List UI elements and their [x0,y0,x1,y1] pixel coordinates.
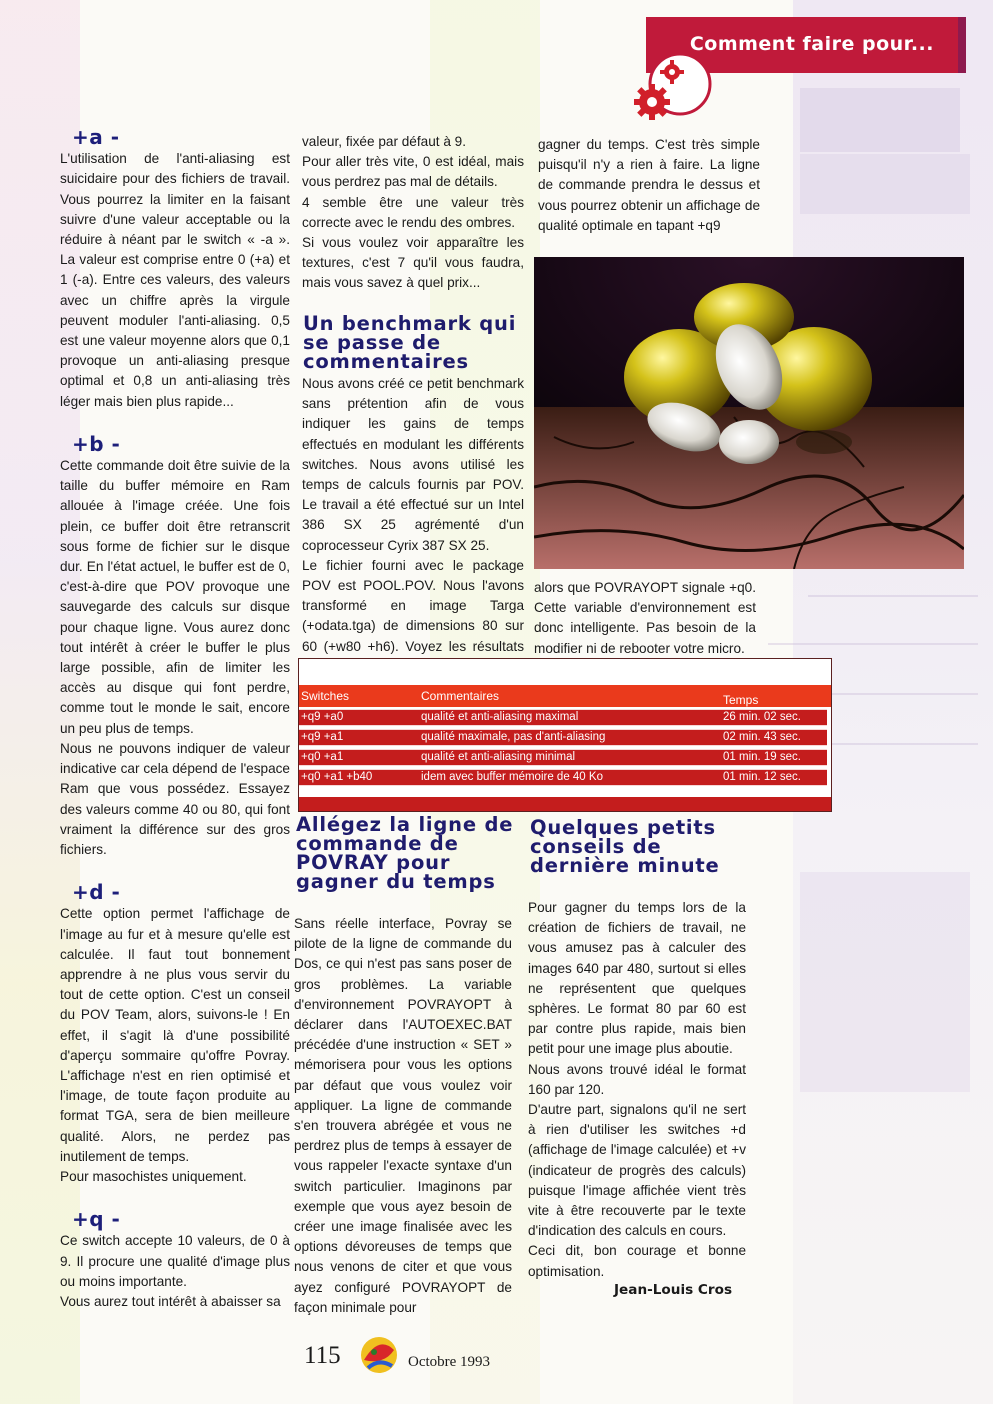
table-row [299,729,827,746]
switch-heading-q: +q - [72,1207,121,1232]
paragraph: Le fichier fourni avec le package POV est POOL.POV. Nous l'avons transformé en image Targa (+odata.tga) de dimensions 80 sur 60 (+w80 +h6). Voyez les résultats [302,557,524,654]
paragraph: Nous avons créé ce petit benchmark sans prétention afin de vous indiquer les gains de temps effectués en modulant les différents switches. Nous avons utilisé les temps de calculs fournis par POV. Le travail a été effectué sur un Intel 386 SX 25 agrémenté d'un coprocesseur Cyrix 387 SX 25. [302,376,524,553]
paragraph: Vous aurez tout intérêt à abaisser sa [60,1293,281,1309]
paragraph: Ce switch accepte 10 valeurs, de 0 à 9. Il procure une qualité d'image plus ou moins importante. [60,1233,290,1289]
paragraph: L'utilisation de l'anti-aliasing est suicidaire pour des fichiers de travail. Vous pourrez la limiter en la faisant suivre d'une valeur acceptable ou la réduire à néant par le switch « -a ». La valeur est comprise entre 0 (+a) et 1 (-a). Entre ces valeurs, des valeurs avec un chiffre après la virgule peuvent moduler l'anti-aliasing. 0,5 est une valeur moyenne alors que 0,1 provoque un anti-aliasing presque optimal et 0,8 un anti-aliasing très léger mais bien plus rapide... [60,151,290,409]
table-cell: +q0 +a1 [301,751,344,763]
paragraph: Nous ne pouvons indiquer de valeur indicative car cela dépend de l'espace Ram que vous possédez. Essayez des valeurs comme 40 ou 80, qui font vraiment la différence sur des gros fichiers. [60,740,290,857]
gear-icon [628,50,718,130]
table-header-switches: Switches [301,689,350,703]
benchmark-text [302,374,524,677]
paragraph: 4 semble être une valeur très correcte avec le rendu des ombres. [302,194,524,230]
paragraph: Pour aller très vite, 0 est idéal, mais vous perdrez pas mal de détails. [302,154,524,190]
switch-heading-d: +d - [72,880,121,905]
table-row [299,749,827,766]
table-cell: idem avec buffer mémoire de 40 Ko [421,771,603,783]
benchmark-table [298,658,832,812]
article-column-2 [302,132,524,294]
table-cell: +q0 +a1 +b40 [301,771,373,783]
author-signature: Jean-Louis Cros [614,1282,733,1298]
switch-heading-b: +b - [72,431,121,456]
paragraph: alors que POVRAYOPT signale +q0. Cette variable d'environnement est donc intelligente. Pas besoin de la modifier ni de rebooter votre micro. [534,580,756,656]
raytraced-illustration [534,257,964,569]
table-cell: qualité et anti-aliasing maximal [421,711,579,723]
article-column-3 [538,135,760,236]
paragraph: Cette commande doit être suivie de la taille du buffer mémoire en Ram allouée à l'image créée. Une fois plein, ce buffer doit être retranscrit sous forme de fichier sur le disque dur. En l'état actuel, le buffer est de 0, c'est-à-dire que POV provoque une sauvegarde des calculs sur disque pour chaque ligne. Vous aurez donc tout intérêt à créer le buffer le plus large possible, afin de limiter les accès au disque qui font perdre, comme tout le monde le sait, encore un peu plus de temps. [60,458,290,736]
table-cell: +q9 +a0 [301,711,344,723]
table-cell: 26 min. 02 sec. [723,711,801,723]
table-footer-bar [299,797,831,811]
switch-heading-a: +a - [72,125,120,149]
table-row [299,709,827,726]
povrayopt-heading: Allégez la ligne de commande de POVRAY pour gagner du temps [296,813,514,893]
table-cell: 02 min. 43 sec. [723,731,801,743]
table-cell: 01 min. 19 sec. [723,751,801,763]
paragraph: Si vous voulez voir apparaître les textures, c'est 7 qu'il vous faudra, mais vous savez à quel prix... [302,235,524,291]
article-column-1 [60,127,290,1312]
paragraph: Sans réelle interface, Povray se pilote de la ligne de commande du Dos, ce qui n'est pas sans poser de gros problèmes. La variable d'environnement POVRAYOPT à déclarer dans l'AUTOEXEC.BAT précédée d'une instruction « SET » mémorisera pour vous les options par défaut que vous voulez voir appliquer. La ligne de commande s'en trouvera abrégée et vous ne perdrez plus de temps à essayer de vous rappeler l'exacte syntaxe d'un switch particulier. Imaginons par exemple que vous ayez besoin de créer une image finalisée avec les options dévoreuses de temps que nous venons de citer et que vous ayez configuré POVRAYOPT de façon minimale pour [294,916,512,1315]
magazine-logo-icon [354,1330,404,1380]
showthrough-block [800,872,970,1092]
paragraph: Nous avons trouvé idéal le format 160 par 120. [528,1061,746,1097]
paragraph: D'autre part, signalons qu'il ne sert à rien d'utiliser les switches +d (affichage de l'image calculée) et +v (indicateur de progrès des calculs) puisque l'image affichée vient très vite à être recouverte par le texte d'indication des calculs en cours. [528,1102,746,1239]
issue-date: Octobre 1993 [408,1354,491,1370]
table-cell: qualité et anti-aliasing minimal [421,751,576,763]
article-column-5 [528,898,746,1282]
page-number: 115 [304,1342,341,1369]
table-cell: qualité maximale, pas d'anti-aliasing [421,731,606,743]
paragraph: Pour gagner du temps lors de la création de fichiers de travail, ne vous amusez pas à calculer des images 640 par 480, surtout si elles ne représentent que quelques sphères. Le format 80 par 60 est par contre plus rapide, mais bien petit pour une image plus aboutie. [528,900,746,1057]
table-header-comments: Commentaires [421,689,500,703]
table-cell: 01 min. 12 sec. [723,771,801,783]
paragraph: valeur, fixée par défaut à 9. [302,134,466,149]
table-cell: +q9 +a1 [301,731,344,743]
paragraph: Cette option permet l'affichage de l'image au fur et à mesure qu'elle est calculée. Il faut tout bonnement apprendre à ne plus vous servir du tout de cette option. C'est un conseil du POV Team, alors, suivons-le ! En effet, il s'agit là d'une possibilité d'aperçu sommaire qu'offre Povray. L'affichage n'est en rien optimisé et l'image, de toute façon produite au format TGA, sera de bien meilleure qualité. Alors, ne perdez pas inutilement de temps. [60,906,290,1164]
paragraph: Pour masochistes uniquement. [60,1168,247,1184]
paragraph: gagner du temps. C'est très simple puisqu'il n'y a rien à faire. La ligne de commande prendra le dessus et vous pourrez obtenir un affichage de qualité optimale en tapant +q9 [538,137,760,233]
article-column-4 [294,914,512,1318]
showthrough-block [800,154,970,214]
table-row [299,769,827,786]
section-title: Comment faire pour... [689,33,934,55]
showthrough-block [800,88,960,152]
article-column-3-continued [534,578,756,659]
tips-heading: Quelques petits conseils de dernière minute [530,816,720,877]
table-header [299,685,831,707]
paragraph: Ceci dit, bon courage et bonne optimisation. [528,1243,746,1279]
table-header-time: Temps [723,693,759,707]
benchmark-heading: Un benchmark qui se passe de commentaires [303,312,517,373]
